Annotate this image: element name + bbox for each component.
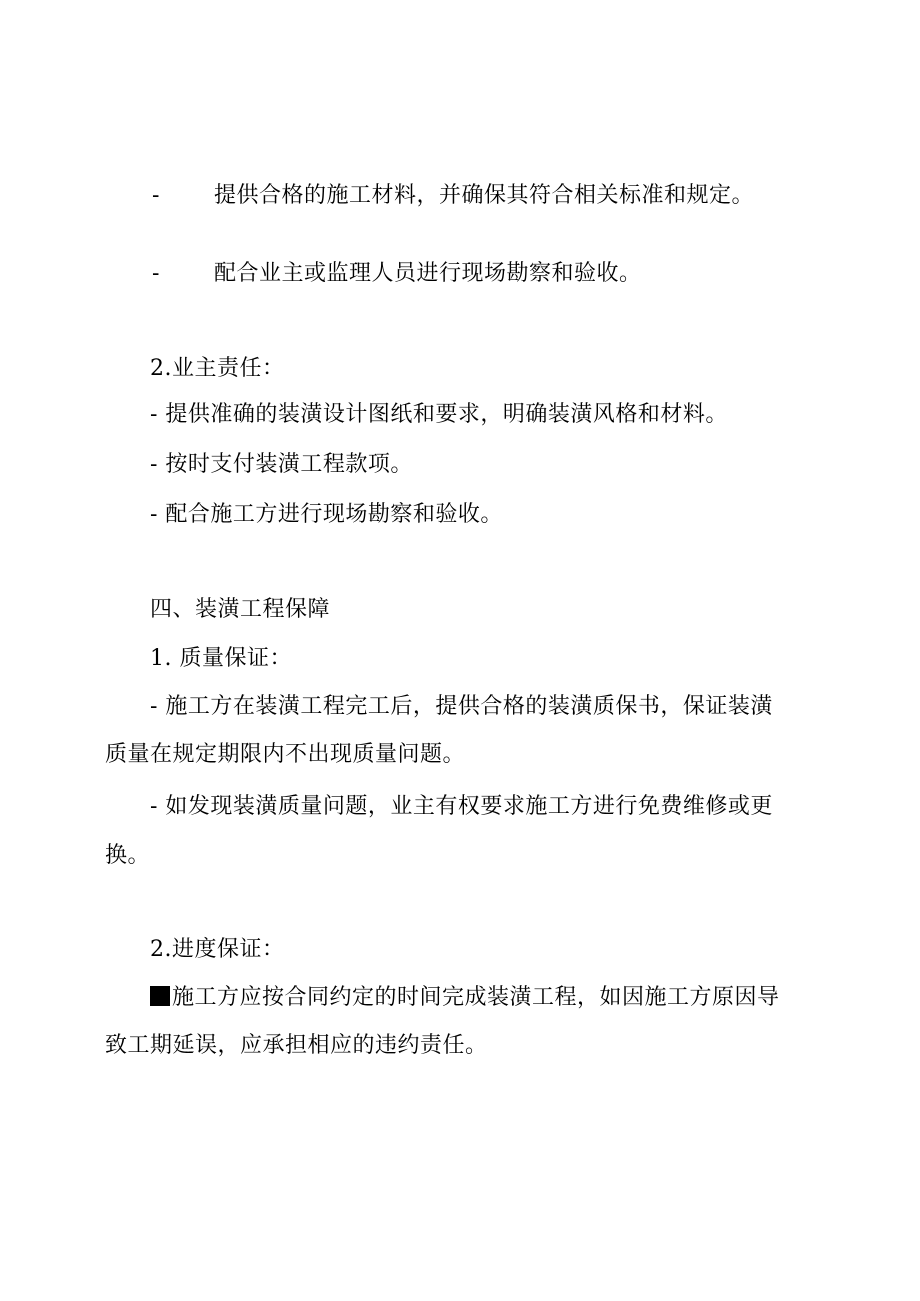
list-bullet: -	[152, 261, 160, 286]
list-item: - 按时支付装潢工程款项。	[150, 452, 413, 477]
schedule-heading: 2.进度保证：	[150, 937, 285, 962]
paragraph-line: 质量在规定期限内不出现质量问题。	[105, 742, 466, 767]
paragraph-line: 换。	[105, 843, 151, 868]
paragraph-line: - 施工方在装潢工程完工后，提供合格的装潢质保书，保证装潢	[150, 694, 773, 719]
list-bullet: -	[152, 183, 160, 208]
paragraph-line: 致工期延误，应承担相应的违约责任。	[105, 1033, 488, 1058]
paragraph-line	[150, 983, 780, 1013]
list-item: 提供合格的施工材料，并确保其符合相关标准和规定。	[214, 183, 755, 208]
paragraph-line: - 如发现装潢质量问题，业主有权要求施工方进行免费维修或更	[150, 794, 773, 819]
paragraph-text: 施工方应按合同约定的时间完成装潢工程，如因施工方原因导	[172, 985, 780, 1010]
list-item: - 提供准确的装潢设计图纸和要求，明确装潢风格和材料。	[150, 402, 728, 427]
square-bullet-icon	[150, 986, 170, 1006]
owner-heading: 2.业主责任：	[150, 356, 285, 381]
section-heading: 四、装潢工程保障	[150, 597, 331, 622]
list-item: - 配合施工方进行现场勘察和验收。	[150, 502, 503, 527]
list-item: 配合业主或监理人员进行现场勘察和验收。	[214, 261, 642, 286]
quality-heading: 1. 质量保证：	[150, 646, 292, 671]
